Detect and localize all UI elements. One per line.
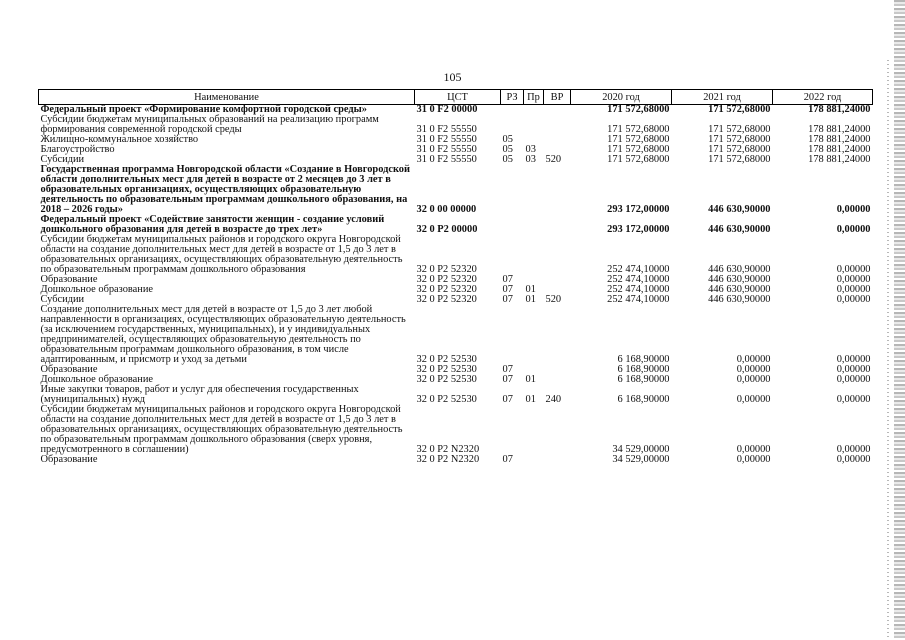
cell-2020: 252 474,10000 bbox=[607, 294, 670, 305]
cell-pr bbox=[524, 105, 544, 116]
cell-vr bbox=[544, 305, 571, 365]
cell-vr bbox=[544, 375, 571, 385]
table-row bbox=[39, 115, 873, 135]
cell-2021: 446 630,90000 bbox=[708, 294, 771, 305]
cell-pr bbox=[524, 215, 544, 235]
cell-vr bbox=[544, 275, 571, 285]
cell-pr: 03 bbox=[525, 144, 536, 155]
cell-vr: 520 bbox=[545, 294, 562, 305]
cell-2022: 0,00000 bbox=[836, 454, 871, 465]
cell-2021: 0,00000 bbox=[736, 394, 771, 405]
cell-2021: 171 572,68000 bbox=[708, 124, 771, 135]
column-header-name: Наименование bbox=[39, 90, 415, 105]
cell-rz: 07 bbox=[502, 274, 513, 285]
cell-2022: 0,00000 bbox=[836, 204, 871, 215]
cell-name: Образование bbox=[40, 274, 98, 285]
cell-2021: 446 630,90000 bbox=[708, 264, 771, 275]
table-row bbox=[39, 455, 873, 465]
cell-rz bbox=[501, 235, 524, 275]
table-body bbox=[39, 105, 873, 466]
cell-vr bbox=[544, 365, 571, 375]
cell-cst: 31 0 F2 55550 bbox=[416, 154, 477, 165]
cell-rz: 05 bbox=[502, 154, 513, 165]
cell-2022: 0,00000 bbox=[836, 444, 871, 455]
cell-2022: 0,00000 bbox=[836, 354, 871, 365]
cell-2020: 6 168,90000 bbox=[617, 374, 670, 385]
cell-vr: 240 bbox=[545, 394, 562, 405]
cell-2022: 178 881,24000 bbox=[808, 104, 871, 115]
table-row bbox=[39, 385, 873, 405]
cell-name: Создание дополнительных мест для детей в возрасте от 1,5 до 3 лет любой направленности в организациях, осуществляющих образовательную деятельность (за исключением государственных, муниципальных), и у индивидуальных предпринимателей, осуществляющих образовательную деятельность по образовательным программам дошкольного образования, в том числе адаптированным, и присмотр и уход за детьми bbox=[40, 304, 406, 365]
cell-pr bbox=[524, 405, 544, 455]
table-row bbox=[39, 235, 873, 275]
cell-pr bbox=[524, 235, 544, 275]
cell-2020: 252 474,10000 bbox=[607, 274, 670, 285]
table-row bbox=[39, 215, 873, 235]
cell-2022: 0,00000 bbox=[836, 364, 871, 375]
cell-rz: 07 bbox=[502, 284, 513, 295]
cell-cst: 31 0 F2 55550 bbox=[416, 134, 477, 145]
cell-vr: 520 bbox=[545, 154, 562, 165]
table-header-row bbox=[39, 90, 873, 105]
scan-edge-artifact bbox=[894, 0, 905, 640]
cell-cst: 32 0 P2 52320 bbox=[416, 294, 477, 305]
cell-2020: 252 474,10000 bbox=[607, 284, 670, 295]
cell-2022: 0,00000 bbox=[836, 224, 871, 235]
cell-cst: 32 0 P2 52320 bbox=[416, 284, 477, 295]
cell-pr bbox=[524, 305, 544, 365]
column-header-2022: 2022 год bbox=[773, 90, 873, 105]
cell-name: Субсидии bbox=[40, 294, 85, 305]
cell-cst: 32 0 P2 52530 bbox=[416, 394, 477, 405]
cell-2021: 171 572,68000 bbox=[708, 104, 771, 115]
cell-name: Благоустройство bbox=[40, 144, 115, 155]
cell-pr: 01 bbox=[525, 294, 536, 305]
cell-2021: 446 630,90000 bbox=[708, 274, 771, 285]
column-header-rz: РЗ bbox=[501, 90, 524, 105]
cell-pr bbox=[524, 165, 544, 215]
cell-pr: 01 bbox=[525, 284, 536, 295]
column-header-pr: Пр bbox=[524, 90, 544, 105]
budget-table bbox=[38, 89, 873, 465]
cell-2021: 0,00000 bbox=[736, 444, 771, 455]
cell-cst: 31 0 F2 55550 bbox=[416, 124, 477, 135]
cell-cst: 32 0 P2 52530 bbox=[416, 374, 477, 385]
cell-2021: 171 572,68000 bbox=[708, 154, 771, 165]
cell-vr bbox=[544, 105, 571, 116]
cell-rz: 05 bbox=[502, 144, 513, 155]
cell-rz: 07 bbox=[502, 394, 513, 405]
cell-name: Государственная программа Новгородской области «Создание в Новгородской области дополнительных мест для детей в возрасте от 2 месяцев до 3 лет в образовательных организациях, осуществляющих образовательную деятельность по образовательным программам дошкольного образования, на 2018 – 2026 годы» bbox=[40, 164, 410, 215]
cell-rz: 07 bbox=[502, 454, 513, 465]
cell-rz: 07 bbox=[502, 364, 513, 375]
table-row bbox=[39, 305, 873, 365]
cell-cst: 32 0 P2 52320 bbox=[416, 274, 477, 285]
cell-pr: 03 bbox=[525, 154, 536, 165]
cell-vr bbox=[544, 455, 571, 465]
cell-rz bbox=[501, 115, 524, 135]
cell-2020: 171 572,68000 bbox=[607, 124, 670, 135]
cell-2022: 0,00000 bbox=[836, 284, 871, 295]
cell-cst: 31 0 F2 55550 bbox=[416, 144, 477, 155]
column-header-cst: ЦСТ bbox=[415, 90, 501, 105]
cell-rz: 05 bbox=[502, 134, 513, 145]
cell-vr bbox=[544, 135, 571, 145]
cell-2021: 0,00000 bbox=[736, 364, 771, 375]
cell-name: Субсидии bbox=[40, 154, 85, 165]
cell-2022: 178 881,24000 bbox=[808, 154, 871, 165]
cell-rz: 07 bbox=[502, 374, 513, 385]
cell-cst: 32 0 00 00000 bbox=[416, 204, 477, 215]
cell-2020: 171 572,68000 bbox=[607, 134, 670, 145]
cell-2022: 0,00000 bbox=[836, 294, 871, 305]
cell-2022: 178 881,24000 bbox=[808, 144, 871, 155]
cell-pr bbox=[524, 455, 544, 465]
cell-vr bbox=[544, 235, 571, 275]
cell-2021: 446 630,90000 bbox=[708, 284, 771, 295]
cell-pr: 01 bbox=[525, 394, 536, 405]
cell-name: Дошкольное образование bbox=[40, 284, 154, 295]
cell-vr bbox=[544, 405, 571, 455]
cell-vr bbox=[544, 115, 571, 135]
cell-cst: 32 0 P2 N2320 bbox=[416, 444, 480, 455]
cell-name: Образование bbox=[40, 454, 98, 465]
cell-cst: 32 0 P2 52530 bbox=[416, 354, 477, 365]
cell-name: Субсидии бюджетам муниципальных образований на реализацию программ формирования современной городской среды bbox=[40, 114, 379, 135]
table-row bbox=[39, 405, 873, 455]
cell-cst: 32 0 P2 00000 bbox=[416, 224, 478, 235]
cell-rz bbox=[501, 405, 524, 455]
cell-2022: 0,00000 bbox=[836, 374, 871, 385]
cell-pr bbox=[524, 115, 544, 135]
cell-2020: 6 168,90000 bbox=[617, 364, 670, 375]
scan-edge-artifact-line bbox=[887, 60, 889, 640]
cell-name: Федеральный проект «Формирование комфортной городской среды» bbox=[40, 104, 367, 115]
cell-rz bbox=[501, 165, 524, 215]
cell-2021: 0,00000 bbox=[736, 374, 771, 385]
column-header-2021: 2021 год bbox=[672, 90, 773, 105]
cell-2021: 446 630,90000 bbox=[708, 224, 771, 235]
cell-2020: 171 572,68000 bbox=[607, 104, 670, 115]
cell-2022: 0,00000 bbox=[836, 274, 871, 285]
cell-2020: 34 529,00000 bbox=[612, 454, 670, 465]
cell-2022: 0,00000 bbox=[836, 394, 871, 405]
cell-2021: 171 572,68000 bbox=[708, 134, 771, 145]
cell-name: Иные закупки товаров, работ и услуг для обеспечения государственных (муниципальных) нужд bbox=[40, 384, 359, 405]
cell-rz bbox=[501, 105, 524, 116]
cell-rz bbox=[501, 215, 524, 235]
cell-2020: 293 172,00000 bbox=[607, 204, 670, 215]
cell-name: Жилищно-коммунальное хозяйство bbox=[40, 134, 199, 145]
cell-2022: 178 881,24000 bbox=[808, 124, 871, 135]
table-row bbox=[39, 165, 873, 215]
cell-name: Дошкольное образование bbox=[40, 374, 154, 385]
cell-cst: 31 0 F2 00000 bbox=[416, 104, 478, 115]
cell-name: Субсидии бюджетам муниципальных районов и городского округа Новгородской области на создание дополнительных мест для детей в возрасте от 1,5 до 3 лет в образовательных организациях, осуществляющих образовательную деятельность по образовательным программам дошкольного образования bbox=[40, 234, 403, 275]
cell-2021: 446 630,90000 bbox=[708, 204, 771, 215]
cell-name: Федеральный проект «Содействие занятости женщин - создание условий дошкольного образования для детей в возрасте до трех лет» bbox=[40, 214, 385, 235]
cell-2021: 0,00000 bbox=[736, 454, 771, 465]
column-header-2020: 2020 год bbox=[571, 90, 672, 105]
cell-rz bbox=[501, 305, 524, 365]
cell-2021: 0,00000 bbox=[736, 354, 771, 365]
cell-2020: 6 168,90000 bbox=[617, 394, 670, 405]
cell-2021: 171 572,68000 bbox=[708, 144, 771, 155]
column-header-vr: ВР bbox=[544, 90, 571, 105]
cell-vr bbox=[544, 215, 571, 235]
page-number: 105 bbox=[443, 70, 462, 84]
cell-2020: 171 572,68000 bbox=[607, 154, 670, 165]
cell-2020: 171 572,68000 bbox=[607, 144, 670, 155]
cell-2020: 6 168,90000 bbox=[617, 354, 670, 365]
cell-2020: 293 172,00000 bbox=[607, 224, 670, 235]
cell-vr bbox=[544, 165, 571, 215]
cell-2020: 34 529,00000 bbox=[612, 444, 670, 455]
cell-2022: 178 881,24000 bbox=[808, 134, 871, 145]
cell-cst: 32 0 P2 N2320 bbox=[416, 454, 480, 465]
cell-2020: 252 474,10000 bbox=[607, 264, 670, 275]
cell-cst: 32 0 P2 52530 bbox=[416, 364, 477, 375]
cell-name: Образование bbox=[40, 364, 98, 375]
cell-rz: 07 bbox=[502, 294, 513, 305]
cell-pr: 01 bbox=[525, 374, 536, 385]
cell-name: Субсидии бюджетам муниципальных районов и городского округа Новгородской области на создание дополнительных мест для детей в возрасте от 1,5 до 3 лет в образовательных организациях, осуществляющих образовательную деятельность по образовательным программам дошкольного образования (сверх уровня, предусмотренного в соглашении) bbox=[40, 404, 403, 455]
cell-2022: 0,00000 bbox=[836, 264, 871, 275]
cell-cst: 32 0 P2 52320 bbox=[416, 264, 477, 275]
